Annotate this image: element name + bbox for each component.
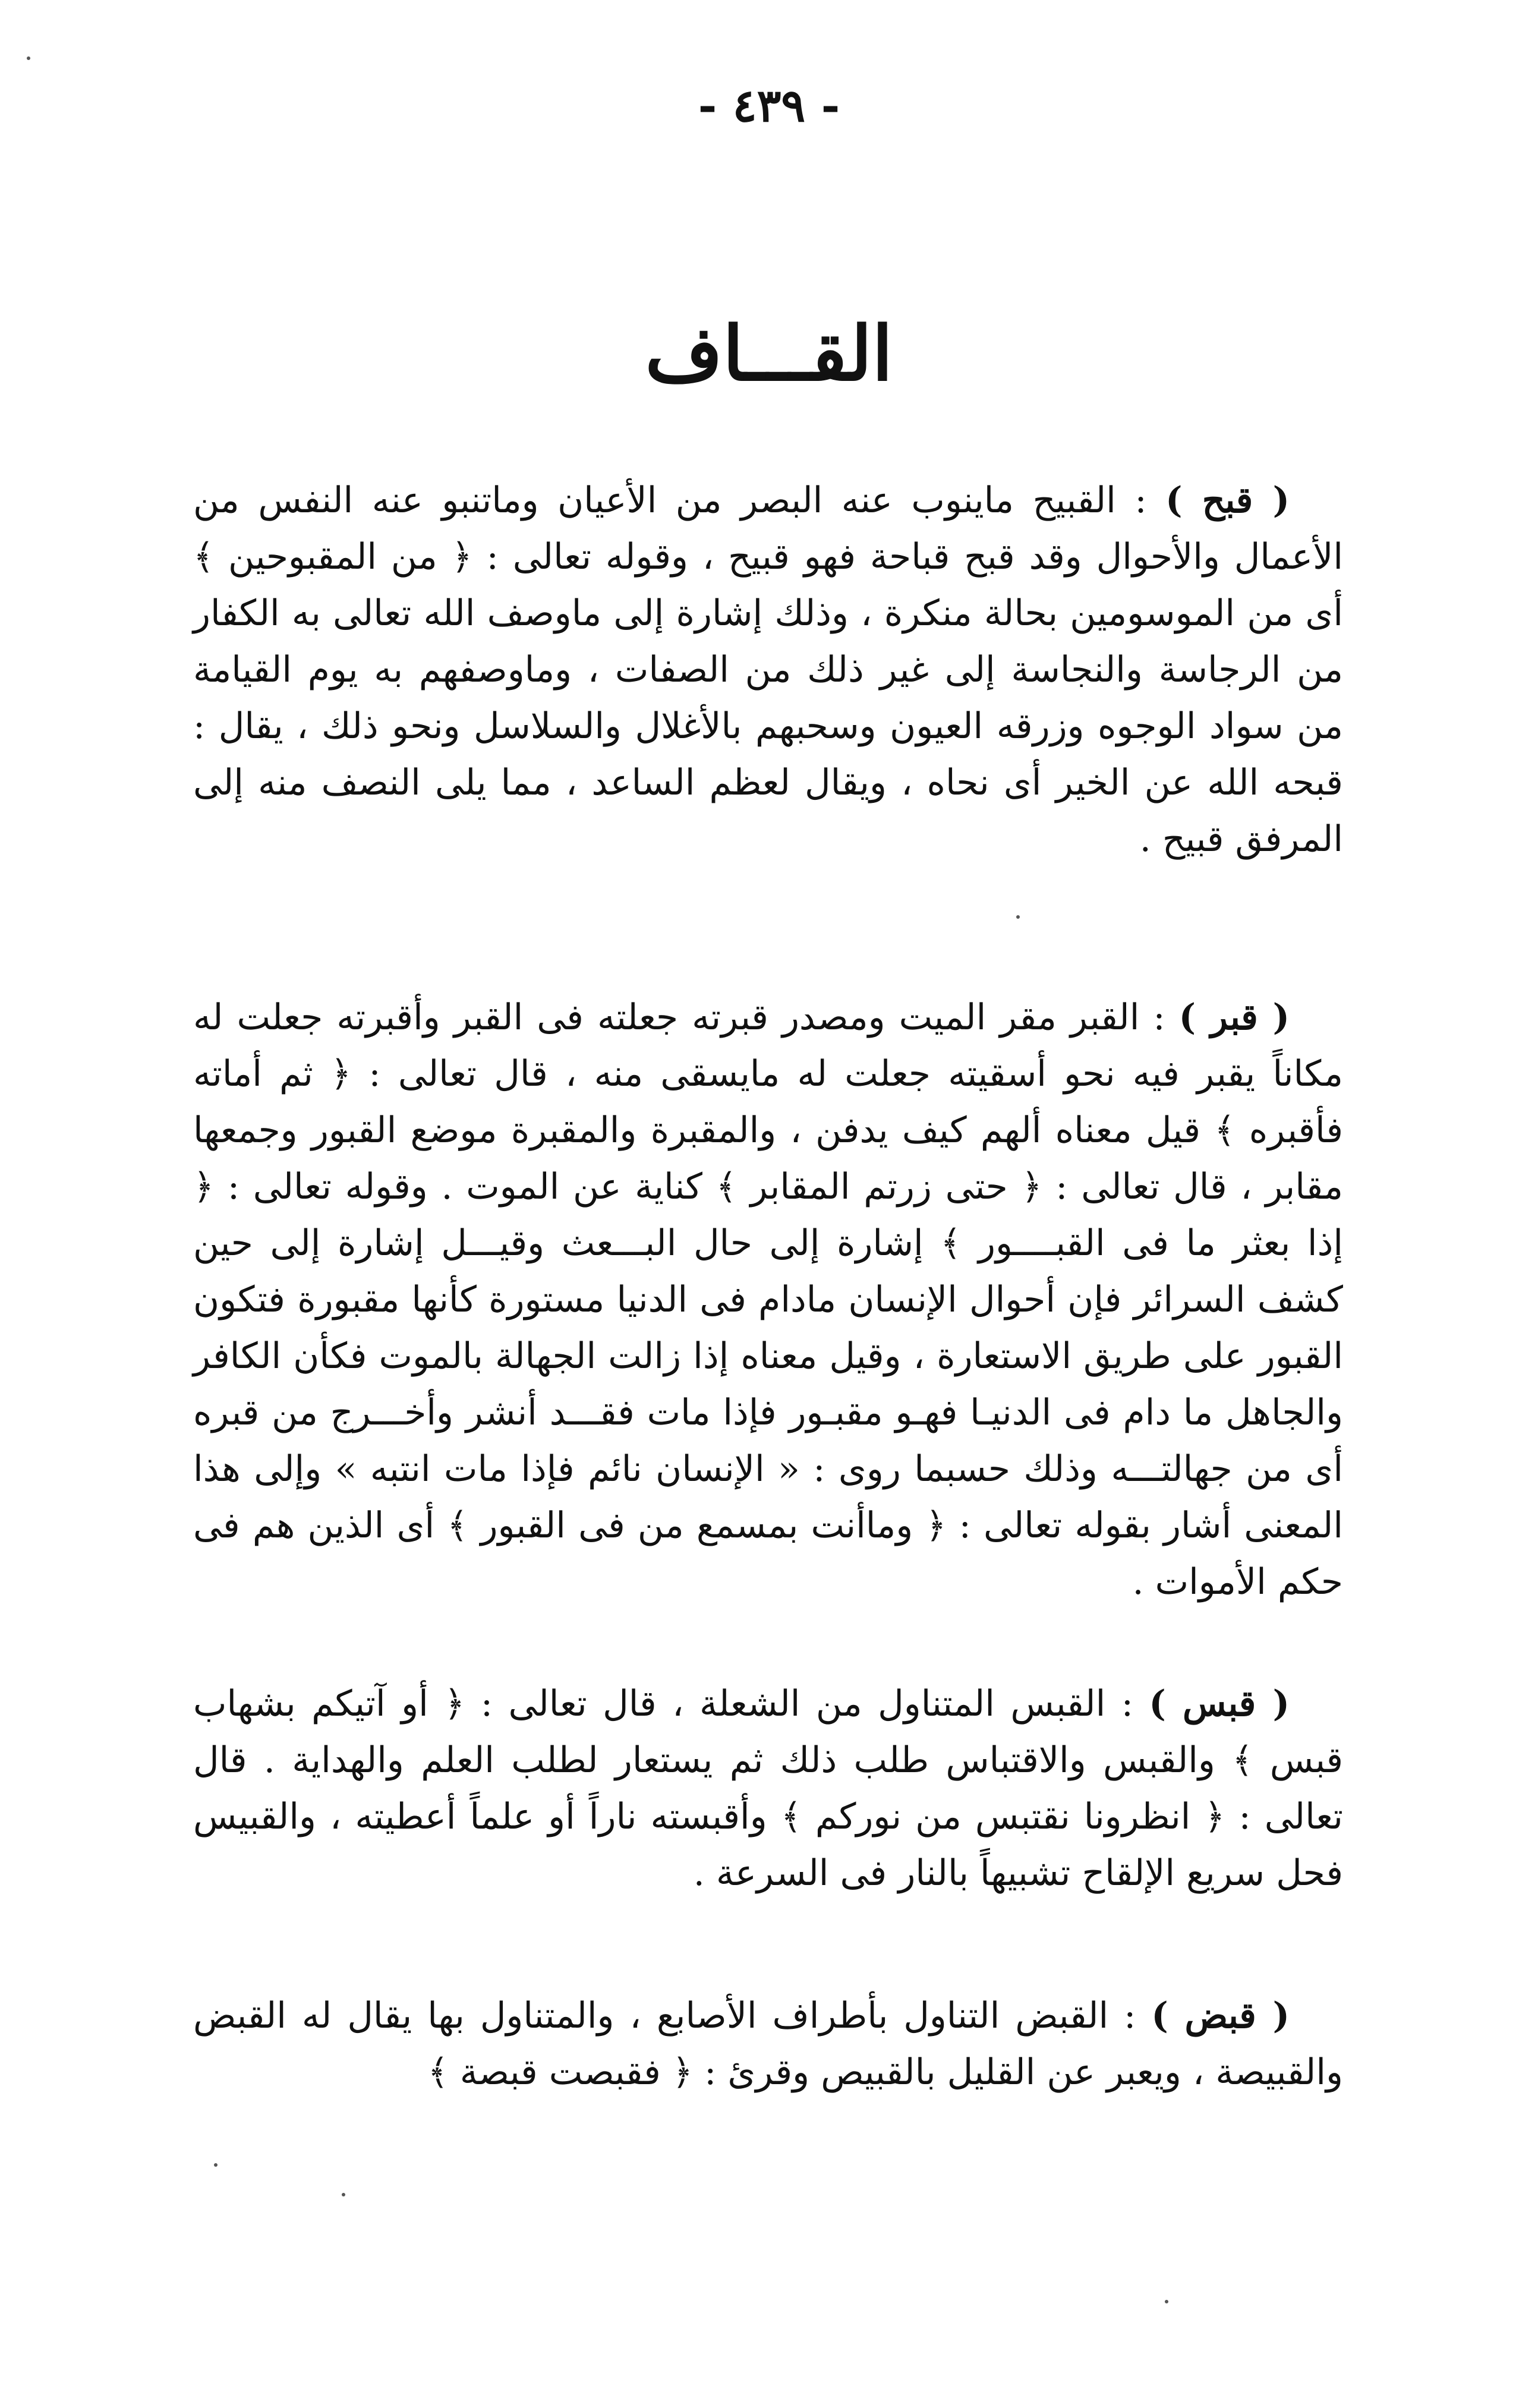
entry-headword: ( قبس ) (1149, 1683, 1290, 1725)
dictionary-entry (193, 1988, 1343, 2101)
entry-headword: ( قبر ) (1178, 997, 1290, 1038)
dictionary-entry (193, 1676, 1343, 1902)
scan-speck (1016, 915, 1020, 919)
entry-headword: ( قبض ) (1151, 1995, 1290, 2037)
entry-text: : القبض التناول بأطراف الأصابع ، والمتناول بها يقال له القبض والقبيصة ، ويعبر عن القليل بالقبيص وقرئ : ﴿ فقبصت قبصة ﴾ (193, 1995, 1343, 2093)
page-number: - ٤٣٩ - (698, 79, 840, 132)
scan-speck (1165, 2300, 1168, 2303)
scan-speck (214, 2163, 218, 2167)
entry-headword: ( قبح ) (1165, 480, 1290, 521)
scan-speck (342, 2193, 345, 2196)
entry-text: : القبس المتناول من الشعلة ، قال تعالى : ﴿ أو آتيكم بشهاب قبس ﴾ والقبس والاقتباس طلب ذلك ثم يستعار لطلب العلم والهداية . قال تعالى : ﴿ انظرونا نقتبس من نوركم ﴾ وأقبسته ناراً أو علماً أعطيته ، والقبيس فحل سريع الإلقاح تشبيهاً بالنار فى السرعة . (193, 1683, 1344, 1894)
entry-text: : القبر مقر الميت ومصدر قبرته جعلته فى القبر وأقبرته جعلت له مكاناً يقبر فيه نحو أسقيته جعلت له مايسقى منه ، قال تعالى : ﴿ ثم أماته فأقبره ﴾ قيل معناه ألهم كيف يدفن ، والمقبرة والمقبرة موضع القبور وجمعها مقابر ، قال تعالى : ﴿ حتى زرتم المقابر ﴾ كناية عن الموت . وقوله تعالى : ﴿ إذا بعثر ما فى القبــــور ﴾ إشارة إلى حال البـــعث وقيـــل إشارة إلى حين كشف السرائر فإن أحوال الإنسان مادام فى الدنيا مستورة كأنها مقبورة فتكون القبور على طريق الاستعارة ، وقيل معناه إذا زالت الجهالة بالموت فكأن الكافر والجاهل ما دام فى الدنيـا فهـو مقبـور فإذا مات فقـــد أنشر وأخـــرج من قبره أى من جهالتـــه وذلك حسبما روى : « الإنسان نائم فإذا مات انتبه » وإلى هذا المعنى أشار بقوله تعالى : ﴿ وماأنت بمسمع من فى القبور ﴾ أى الذين هم فى حكم الأموات . (193, 997, 1344, 1603)
dictionary-entry (193, 472, 1343, 868)
entry-text: : القبيح ماينوب عنه البصر من الأعيان وماتنبو عنه النفس من الأعمال والأحوال وقد قبح قباحة فهو قبيح ، وقوله تعالى : ﴿ من المقبوحين ﴾ أى من الموسومين بحالة منكرة ، وذلك إشارة إلى ماوصف الله تعالى به الكفار من الرجاسة والنجاسة إلى غير ذلك من الصفات ، وماوصفهم به يوم القيامة من سواد الوجوه وزرقه العيون وسحبهم بالأغلال والسلاسل ونحو ذلك ، يقال : قبحه الله عن الخير أى نحاه ، ويقال لعظم الساعد ، مما يلى النصف منه إلى المرفق قبيح . (193, 480, 1343, 860)
chapter-title: القـــاف (645, 310, 893, 398)
scan-speck (27, 56, 30, 60)
dictionary-entry (193, 989, 1343, 1610)
